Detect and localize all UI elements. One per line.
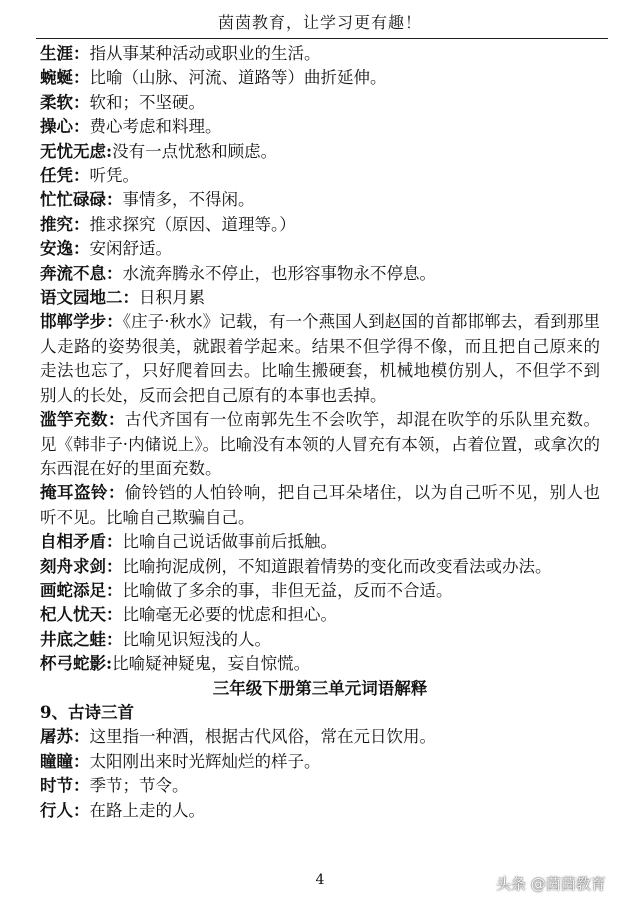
entry-term: 任凭 — [40, 166, 73, 186]
entry-separator: ： — [106, 263, 123, 283]
entry-separator: ： — [106, 190, 123, 210]
page-header: 茵茵教育，让学习更有趣！ — [217, 13, 422, 32]
entry-separator: ： — [73, 239, 90, 259]
entry-term: 杞人忧天 — [40, 605, 106, 625]
entry-term: 画蛇添足 — [40, 580, 106, 600]
entry-definition: 在路上走的人。 — [89, 800, 205, 820]
entry-19 — [40, 628, 600, 652]
entry-definition: 事情多，不得闲。 — [122, 190, 255, 210]
entry-definition: 比喻做了多余的事，非但无益，反而不合适。 — [122, 580, 453, 600]
entry-term: 屠苏 — [40, 727, 73, 747]
entry-16 — [40, 555, 600, 579]
entry-term: 时节 — [40, 776, 73, 796]
entry-definition: 安闲舒适。 — [89, 239, 172, 259]
entry-definition: 季节；节令。 — [89, 776, 189, 796]
entry-term: 井底之蛙 — [40, 629, 106, 649]
entry-5 — [40, 140, 600, 164]
entry-separator: ： — [73, 214, 90, 234]
entry-term: 无忧无虑 — [40, 141, 106, 161]
entry-18 — [40, 603, 600, 627]
entry-separator: ： — [106, 605, 123, 625]
entry-term: 安逸 — [40, 239, 73, 259]
entry-term: 自相矛盾 — [40, 532, 106, 552]
entry-separator: ： — [106, 312, 123, 332]
entry-definition: 推求探究（原因、道理等。） — [89, 214, 296, 234]
entry-23 — [40, 774, 600, 798]
entry-term: 蜿蜒 — [40, 68, 73, 88]
entry-term: 邯郸学步 — [40, 312, 107, 332]
entry-9 — [40, 237, 600, 261]
entry-list-a — [40, 42, 600, 677]
entry-separator: ： — [73, 800, 90, 820]
entry-term: 忙忙碌碌 — [40, 190, 106, 210]
entry-definition: 水流奔腾永不停止，也形容事物永不停息。 — [122, 263, 436, 283]
entry-term: 滥竽充数 — [40, 410, 108, 430]
section-title: 三年级下册第三单元词语解释 — [212, 678, 428, 698]
entry-3 — [40, 91, 600, 115]
entry-term: 语文园地二 — [40, 288, 123, 308]
entry-definition: 日积月累 — [139, 288, 205, 308]
entry-1 — [40, 42, 600, 66]
page-number: 4 — [315, 872, 325, 888]
entry-term: 掩耳盗铃 — [40, 483, 108, 503]
entry-15 — [40, 530, 600, 554]
entry-definition: 太阳刚出来时光辉灿烂的样子。 — [89, 751, 321, 771]
entry-term: 操心 — [40, 117, 73, 137]
entry-10 — [40, 262, 600, 286]
entry-definition: 指从事某种活动或职业的生活。 — [89, 44, 321, 63]
entry-11 — [40, 286, 600, 310]
document-body — [40, 42, 600, 823]
entry-separator: ： — [73, 92, 90, 112]
entry-separator: ： — [73, 776, 90, 796]
entry-separator: ： — [73, 117, 90, 137]
entry-term: 刻舟求剑 — [40, 556, 106, 576]
entry-separator: ： — [106, 629, 123, 649]
entry-definition: 偷铃铛的人怕铃响，把自己耳朵堵住，以为自己听不见，别人也听不见。比喻自己欺骗自己。 — [40, 483, 600, 527]
entry-definition: 比喻见识短浅的人。 — [122, 629, 271, 649]
entry-definition: 没有一点忧愁和顾虑。 — [112, 141, 278, 161]
entry-separator: ： — [73, 727, 90, 747]
entry-separator: ： — [107, 483, 125, 503]
entry-definition: 比喻毫无必要的忧虑和担心。 — [122, 605, 337, 625]
entry-separator: ： — [73, 166, 90, 186]
entry-term: 杯弓蛇影 — [40, 654, 106, 674]
entry-7 — [40, 188, 600, 212]
entry-definition: 比喻拘泥成例，不知道跟着情势的变化而改变看法或办法。 — [122, 556, 552, 576]
entry-14 — [40, 481, 600, 530]
entry-definition: 比喻自己说话做事前后抵触。 — [122, 532, 337, 552]
entry-4 — [40, 115, 600, 139]
lesson-title: 9、古诗三首 — [40, 702, 134, 722]
header-divider — [36, 38, 608, 39]
entry-separator: ： — [106, 580, 123, 600]
entry-term: 柔软 — [40, 92, 73, 112]
entry-separator: : — [106, 141, 113, 161]
entry-20 — [40, 652, 600, 676]
entry-12 — [40, 310, 600, 408]
entry-separator: ： — [73, 44, 90, 63]
entry-term: 行人 — [40, 800, 73, 820]
entry-separator: ： — [122, 288, 139, 308]
entry-definition: 这里指一种酒，根据古代风俗，常在元日饮用。 — [89, 727, 436, 747]
entry-term: 瞳瞳 — [40, 751, 73, 771]
entry-definition: 古代齐国有一位南郭先生不会吹竽，却混在吹竽的乐队里充数。见《韩非子·内储说上》。比喻没有本领的人冒充有本领，占着位置，或拿次的东西混在好的里面充数。 — [40, 410, 600, 478]
entry-separator: : — [106, 654, 113, 674]
entry-separator: ： — [73, 751, 90, 771]
watermark: 头条 @茵茵教育 — [496, 875, 606, 893]
entry-8 — [40, 213, 600, 237]
entry-separator: ： — [107, 410, 125, 430]
entry-term: 奔流不息 — [40, 263, 106, 283]
entry-separator: ： — [106, 556, 123, 576]
entry-6 — [40, 164, 600, 188]
entry-2 — [40, 66, 600, 90]
entry-22 — [40, 750, 600, 774]
entry-13 — [40, 408, 600, 481]
entry-definition: 费心考虑和料理。 — [89, 117, 222, 137]
entry-list-b — [40, 725, 600, 823]
entry-definition: 《庄子·秋水》记载，有一个燕国人到赵国的首都邯郸去，看到那里人走路的姿势很美，就跟着学起来。结果不但学得不像，而且把自己原来的走法也忘了，只好爬着回去。比喻生搬硬套，机械地模仿别人，不但学不到别人的长处，反而会把自己原有的本事也丢掉。 — [40, 312, 601, 405]
entry-21 — [40, 725, 600, 749]
entry-separator: ： — [106, 532, 123, 552]
entry-term: 生涯 — [40, 44, 73, 63]
entry-17 — [40, 579, 600, 603]
entry-definition: 听凭。 — [89, 166, 139, 186]
entry-separator: ： — [73, 68, 90, 88]
entry-term: 推究 — [40, 214, 73, 234]
entry-definition: 比喻（山脉、河流、道路等）曲折延伸。 — [89, 68, 387, 88]
entry-24 — [40, 799, 600, 823]
entry-definition: 比喻疑神疑鬼，妄自惊慌。 — [112, 654, 311, 674]
entry-definition: 软和；不坚硬。 — [89, 92, 205, 112]
